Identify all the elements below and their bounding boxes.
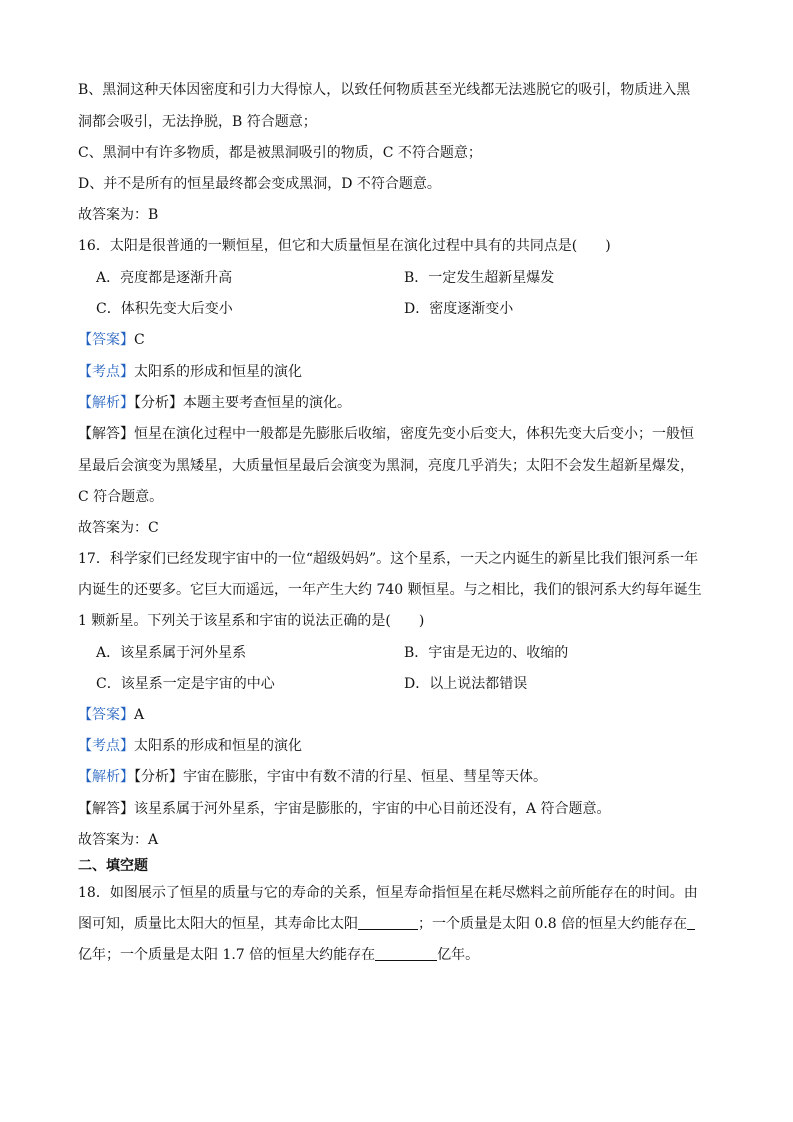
q18-line2-text-a: 图可知，质量比太阳大的恒星，其寿命比太阳 — [78, 916, 358, 932]
kaodian-value: 太阳系的形成和恒星的演化 — [134, 738, 302, 754]
q16-jiexi — [78, 393, 718, 413]
q16-answer — [78, 330, 718, 350]
q17-jiexi — [78, 767, 718, 787]
fill-blank-2[interactable] — [687, 914, 695, 930]
q16-jieda-line3: C 符合题意。 — [78, 489, 164, 505]
explanation-d: D、并不是所有的恒星最终都会变成黑洞，D 不符合题意。 — [78, 176, 441, 192]
fill-blank-1[interactable] — [358, 914, 418, 930]
q17-stem-line3: 1 颗新星。下列关于该星系和宇宙的说法正确的是( ) — [78, 613, 425, 629]
q16-option-b: B．一定发生超新星爆发 — [404, 270, 555, 286]
explanation-b-line1: B、黑洞这种天体因密度和引力大得惊人，以致任何物质甚至光线都无法逃脱它的吸引，物质进入黑 — [78, 82, 691, 98]
q16-stem: 16．太阳是很普通的一颗恒星，但它和大质量恒星在演化过程中具有的共同点是( ) — [78, 238, 611, 254]
answer-15: 故答案为：B — [78, 207, 159, 223]
q16-final-answer: 故答案为：C — [78, 520, 159, 536]
explanation-c: C、黑洞中有许多物质，都是被黑洞吸引的物质，C 不符合题意； — [78, 145, 482, 161]
section-title: 二、填空题 — [78, 858, 148, 874]
q18-line3 — [78, 945, 718, 965]
q17-final-answer: 故答案为：A — [78, 832, 159, 848]
answer-tag: 【答案】 — [78, 707, 134, 723]
q17-option-d: D．以上说法都错误 — [404, 676, 528, 692]
explanation-b-line2: 洞都会吸引，无法挣脱，B 符合题意； — [78, 114, 317, 130]
answer-tag: 【答案】 — [78, 332, 134, 348]
q17-option-b: B．宇宙是无边的、收缩的 — [404, 645, 569, 661]
answer-value: A — [134, 707, 145, 723]
q16-jieda-line1: 【解答】恒星在演化过程中一般都是先膨胀后收缩，密度先变小后变大，体积先变大后变小；一般恒 — [78, 426, 694, 442]
jiexi-tag: 【解析】 — [78, 769, 134, 785]
fenxi-text: 【分析】宇宙在膨胀，宇宙中有数不清的行星、恒星、彗星等天体。 — [134, 769, 547, 785]
q18-line3-text-a: 亿年；一个质量是太阳 1.7 倍的恒星大约能存在 — [78, 947, 376, 963]
q17-stem-line2: 内诞生的还要多。它巨大而遥远，一年产生大约 740 颗恒星。与之相比，我们的银河系大约每年诞生 — [78, 582, 702, 598]
q17-kaodian — [78, 736, 718, 756]
q17-answer — [78, 705, 718, 725]
q17-option-c: C．该星系一定是宇宙的中心 — [96, 676, 275, 692]
q18-line2 — [78, 914, 718, 934]
q16-option-a: A．亮度都是逐渐升高 — [96, 270, 233, 286]
q17-option-a: A．该星系属于河外星系 — [96, 645, 247, 661]
kaodian-value: 太阳系的形成和恒星的演化 — [134, 364, 302, 380]
q16-option-d: D．密度逐渐变小 — [404, 301, 514, 317]
q18-line2-text-b: ；一个质量是太阳 0.8 倍的恒星大约能存在 — [418, 916, 688, 932]
q16-option-c: C．体积先变大后变小 — [96, 301, 233, 317]
q18-line1: 18．如图展示了恒星的质量与它的寿命的关系，恒星寿命指恒星在耗尽燃料之前所能存在的时间。由 — [78, 885, 698, 901]
q16-jieda-line2: 星最后会演变为黑矮星，大质量恒星最后会演变为黑洞，亮度几乎消失；太阳不会发生超新星爆发， — [78, 458, 694, 474]
fill-blank-3[interactable] — [375, 945, 437, 961]
q16-kaodian — [78, 362, 718, 382]
q17-stem-line1: 17．科学家们已经发现宇宙中的一位“超级妈妈”。这个星系，一天之内诞生的新星比我们银河系一年 — [78, 551, 699, 567]
jiexi-tag: 【解析】 — [78, 395, 134, 411]
q18-line3-text-b: 亿年。 — [437, 947, 480, 963]
kaodian-tag: 【考点】 — [78, 364, 134, 380]
q17-jieda: 【解答】该星系属于河外星系，宇宙是膨胀的，宇宙的中心目前还没有，A 符合题意。 — [78, 801, 611, 817]
kaodian-tag: 【考点】 — [78, 738, 134, 754]
answer-value: C — [134, 332, 145, 348]
fenxi-text: 【分析】本题主要考查恒星的演化。 — [134, 395, 351, 411]
